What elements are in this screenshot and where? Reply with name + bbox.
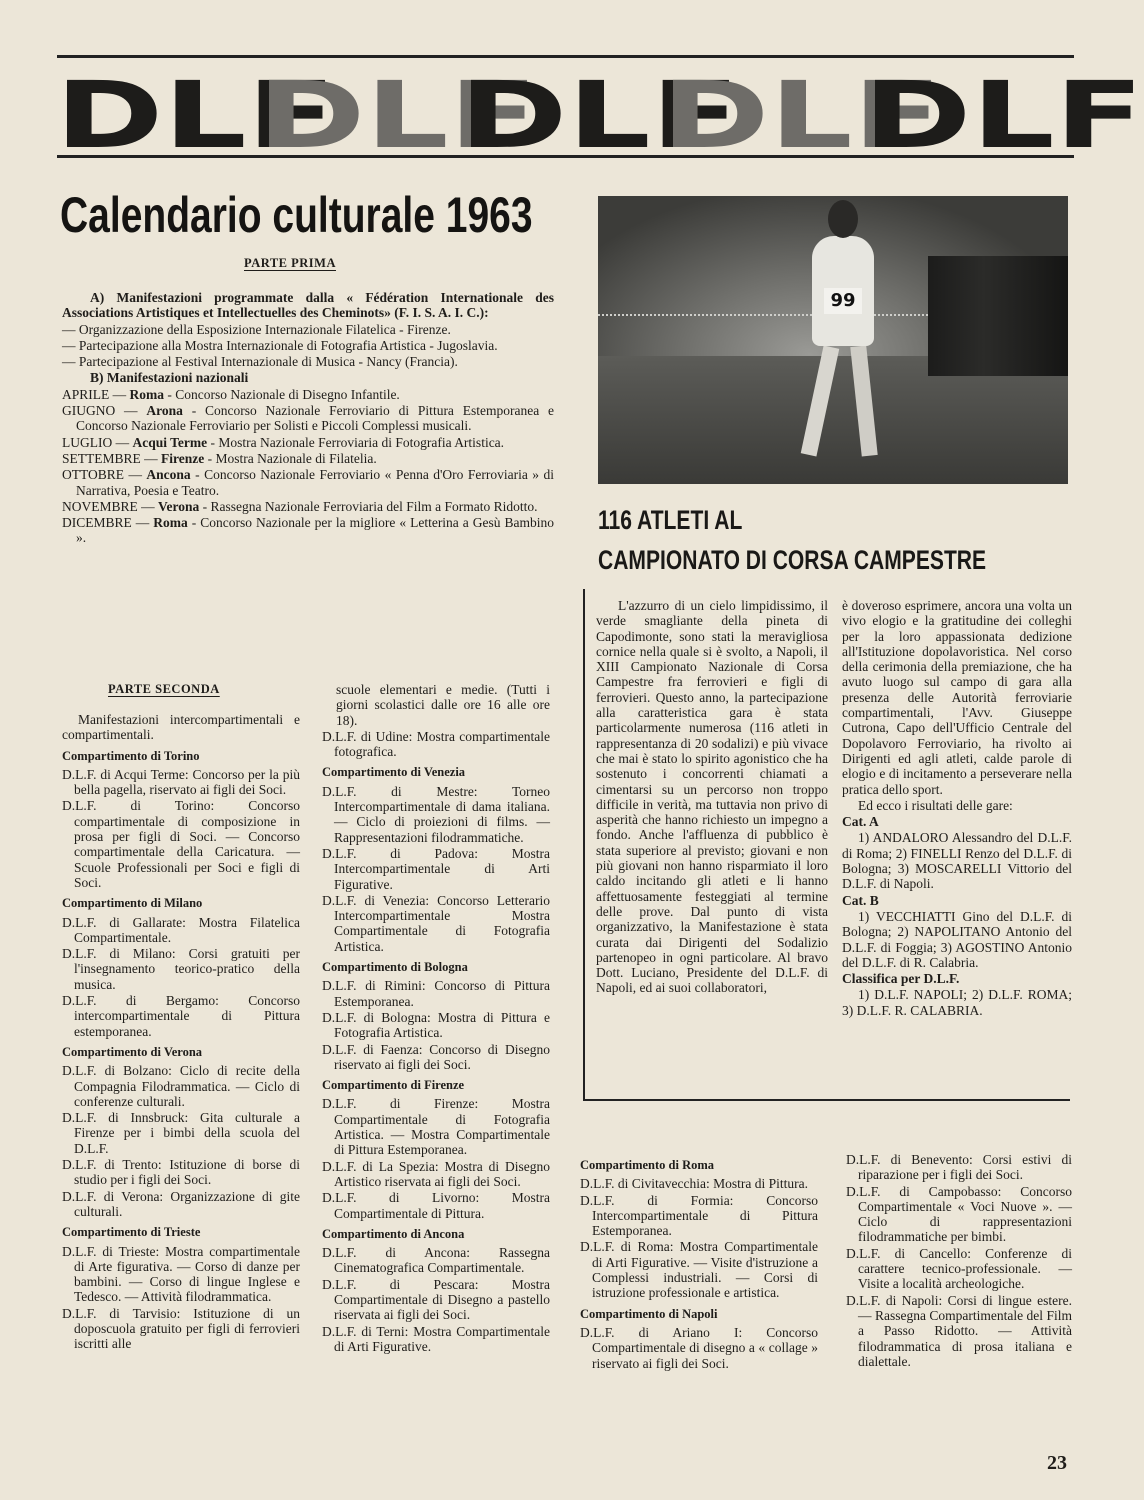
section-item: D.L.F. di Acqui Terme: Concorso per la più bella pagella, riservato ai figli dei Soci. (62, 766, 300, 798)
article-headline-line: CAMPIONATO DI CORSA CAMPESTRE (598, 545, 987, 575)
parte-seconda-col2 (322, 682, 550, 1355)
parte-seconda-col4 (846, 1152, 1072, 1370)
section-heading: Compartimento di Milano (62, 896, 203, 911)
page-number: 23 (1047, 1452, 1067, 1474)
section-item: D.L.F. di Padova: Mostra Intercompartimentale di Arti Figurative. (322, 845, 550, 892)
section-item: D.L.F. di Rimini: Concorso di Pittura Estemporanea. (322, 978, 550, 1009)
section-item: D.L.F. di Torino: Concorso compartimentale di composizione in prosa per figli di Soci. — Concorso compartimentale della Caricatura. — Scuole Professionali per Soci e figli di Soci. (62, 798, 300, 890)
col3-sections (580, 1158, 818, 1371)
masthead-word: DLF (55, 62, 336, 169)
masthead-word: DLF (661, 62, 942, 169)
article-headline-line: 116 ATLETI AL (598, 505, 743, 535)
b-item-month: LUGLIO (62, 434, 113, 450)
section-item: D.L.F. di Bologna: Mostra di Pittura e Fotografia Artistica. (322, 1009, 550, 1041)
section-item: D.L.F. di Pescara: Mostra Compartimentale di Disegno a pastello riservata ai figli dei Soci. (322, 1276, 550, 1323)
parte-prima-b-item (62, 435, 554, 450)
parte-prima-b-item (62, 499, 554, 514)
runner-photo (598, 196, 1068, 484)
parte-prima-b-heading: B) Manifestazioni nazionali (90, 370, 249, 386)
cat-b-label: Cat. B (842, 892, 879, 908)
parte-prima-a-item: — Organizzazione della Esposizione Internazionale Filatelica - Firenze. (62, 321, 451, 337)
b-item-separator: — (112, 434, 133, 450)
masthead-word: DLF (863, 62, 1144, 169)
section-item: D.L.F. di Benevento: Corsi estivi di riparazione per i figli dei Soci. (846, 1152, 1072, 1183)
col2-sections (322, 765, 550, 1354)
b-item-separator: — (140, 450, 162, 466)
section-item: D.L.F. di Roma: Mostra Compartimentale di Arti Figurative. — Visite d'istruzione a Complessi industriali. — Corsi di istruzione professionale e artistica. (580, 1239, 818, 1301)
masthead-word: DLF (459, 62, 740, 169)
parte-prima-b-list (62, 387, 554, 546)
cat-b-results: 1) VECCHIATTI Gino del D.L.F. di Bologna; 2) NAPOLITANO Antonio del D.L.F. di Foggia; 3) AGOSTINO Antonio del D.L.F. di R. Calabria. (842, 908, 1072, 970)
b-item-city: Roma (153, 515, 188, 531)
col4-items (846, 1152, 1072, 1369)
masthead (55, 62, 1144, 170)
section-item: D.L.F. di Innsbruck: Gita culturale a Firenze per i bimbi della scuola del D.L.F. (62, 1110, 300, 1156)
section-item: D.L.F. di Mestre: Torneo Intercompartimentale di dama italiana. — Ciclo di proiezioni di films. — Rappresentazioni filodrammatiche. (322, 783, 550, 845)
b-item-text: - Concorso Nazionale di Disegno Infantile. (164, 386, 400, 402)
b-item-text: - Mostra Nazionale Ferroviaria di Fotografia Artistica. (207, 434, 505, 450)
section-item: D.L.F. di Gallarate: Mostra Filatelica Compartimentale. (62, 914, 300, 945)
photo-bib-number: 99 (824, 288, 862, 314)
section-heading: Compartimento di Roma (580, 1158, 715, 1172)
b-item-month: GIUGNO (62, 403, 116, 419)
top-rule (57, 55, 1074, 58)
photo-crowd (928, 256, 1068, 376)
parte-prima-b-item (62, 467, 554, 498)
section-heading: Compartimento di Torino (62, 748, 200, 763)
section-heading: Compartimento di Bologna (322, 960, 468, 975)
section-heading: Compartimento di Venezia (322, 765, 466, 780)
b-item-separator: — (131, 515, 154, 531)
article-col-b-text: è doveroso esprimere, ancora una volta un vivo elogio e la gratitudine dei colleghi per la loro appassionata dedizione all'Istituzione dopolavoristica. Nel corso della cerimonia della premiazione, che ha avuto luogo sul campo di gara alla presenza delle Autorità ferroviarie compartimentali, l'Avv. Giuseppe Cutrona, Capo dell'Ufficio Centrale del Dopolavoro Ferroviario, ha rivolto ai Dirigenti ed agli atleti, calde parole di elogio e di incitamento a perseverare nella pratica dello sport. (842, 598, 1072, 797)
section-item: D.L.F. di Verona: Organizzazione di gite culturali. (62, 1188, 300, 1219)
b-item-separator: — (115, 403, 147, 419)
section-heading: Compartimento di Firenze (322, 1078, 465, 1093)
section-item: D.L.F. di Cancello: Conferenze di carattere tecnico-professionale. — Visite a località archeologiche. (846, 1245, 1072, 1292)
parte-prima-a-heading: A) Manifestazioni programmate dalla « Fédération Internationale des Associations Artistiques et Intellectuelles des Cheminots» (F. I. S. A. I. C.): (62, 290, 554, 321)
classifica-results: 1) D.L.F. NAPOLI; 2) D.L.F. ROMA; 3) D.L.F. R. CALABRIA. (842, 987, 1072, 1018)
section-item: D.L.F. di Faenza: Concorso di Disegno riservato ai figli dei Soci. (322, 1041, 550, 1072)
b-item-city: Acqui Terme (132, 434, 208, 450)
b-item-separator: — (109, 386, 130, 402)
section-heading: Compartimento di Napoli (580, 1306, 718, 1321)
section-item: D.L.F. di Livorno: Mostra Compartimentale di Pittura. (322, 1190, 550, 1221)
parte-prima-b-item (62, 451, 554, 466)
parte-seconda-col1 (62, 712, 300, 1353)
section-item: D.L.F. di Civitavecchia: Mostra di Pittura. (580, 1176, 809, 1192)
section-heading: Compartimento di Verona (62, 1044, 203, 1059)
masthead-word: DLF (257, 62, 538, 169)
parte-prima-b-item (62, 403, 554, 434)
parte-seconda-col3 (580, 1152, 818, 1372)
section-item: D.L.F. di Ancona: Rassegna Cinematografica Compartimentale. (322, 1245, 550, 1276)
b-item-text: - Concorso Nazionale Ferroviario « Penna d'Oro Ferroviaria » di Narrativa, Poesia e Teatro. (76, 467, 554, 498)
b-item-month: DICEMBRE (62, 515, 132, 531)
b-item-separator: — (137, 498, 159, 514)
parte-prima-body (62, 290, 554, 547)
col2-lead: scuole elementari e medie. (Tutti i giorni scolastici dalle ore 16 alle ore 18). (336, 682, 550, 728)
section-item: D.L.F. di Tarvisio: Istituzione di un doposcuola gratuito per figli di ferrovieri iscritti alle (62, 1305, 300, 1352)
section-item: D.L.F. di Terni: Mostra Compartimentale di Arti Figurative. (322, 1323, 550, 1354)
b-item-month: SETTEMBRE (62, 450, 141, 466)
b-item-text: - Concorso Nazionale per la migliore « Letterina a Gesù Bambino ». (76, 515, 555, 546)
photo-runner-head (828, 200, 858, 238)
section-item: D.L.F. di Firenze: Mostra Compartimentale di Fotografia Artistica. — Mostra Compartimentale di Pittura Estemporanea. (322, 1096, 550, 1158)
section-item: D.L.F. di Napoli: Corsi di lingue estere. — Rassegna Compartimentale del Film a Passo Ridotto. — Attività filodrammatica di prosa italiana e dialettale. (846, 1292, 1072, 1369)
b-item-city: Ancona (146, 467, 191, 483)
cat-a-label: Cat. A (842, 814, 879, 830)
parte-prima-a-item: — Partecipazione alla Mostra Internazionale di Fotografia Artistica - Jugoslavia. (62, 337, 498, 353)
article-headline (598, 500, 987, 580)
b-item-separator: — (124, 467, 147, 483)
section-item: D.L.F. di La Spezia: Mostra di Disegno Artistico riservata ai figli dei Soci. (322, 1158, 550, 1189)
parte-prima-b-item (62, 515, 554, 546)
article-col-a: L'azzurro di un cielo limpidissimo, il verde smagliante della pineta di Capodimonte, sono stati la meravigliosa cornice nella quale si è svolto, a Napoli, il XIII Campionato Nazionale di Corsa Campestre fra ferrovieri e figli di ferrovieri. Questo anno, la partecipazione alla caratteristica gara è stata particolarmente numerosa (116 atleti in rappresentanza di 20 sodalizi) e più vivace che mai è stato lo spirito agonistico che ha sostenuto i concorrenti chiamati a cimentarsi su un percorso non troppo difficile in verità, ma tuttavia non privo di asperità che hanno richiesto un impegno a fondo. Anche l'affluenza di pubblico è stata superiore al previsto; giovani e non più giovani non hanno risparmiato il loro caldo incitando gli atleti e li hanno affettuosamente festeggiati al termine delle prove. Dal punto di vista organizzativo, la Manifestazione è stata curata dai Dirigenti del Sodalizio partenopeo in ogni particolare. Al bravo Dott. Luciano, Presidente del D.L.F. di Napoli, ed ai suoi collaboratori, (596, 598, 828, 996)
b-item-month: OTTOBRE (62, 467, 125, 483)
section-item: D.L.F. di Bolzano: Ciclo di recite della Compagnia Filodrammatica. — Ciclo di conferenze culturali. (62, 1063, 300, 1109)
section-item: D.L.F. di Trieste: Mostra compartimentale di Arte figurativa. — Corso di danze per bambini. — Corso di lingue Inglese e Tedesco. — Attività filodrammatica. (62, 1243, 300, 1305)
classifica-label: Classifica per D.L.F. (842, 971, 960, 987)
section-item: D.L.F. di Ariano I: Concorso Compartimentale di disegno a « collage » riservato ai figli dei Soci. (580, 1324, 818, 1371)
section-item: D.L.F. di Venezia: Concorso Letterario Intercompartimentale Mostra Compartimentale di Fotografia Artistica. (322, 892, 550, 954)
page-title: Calendario culturale 1963 (60, 187, 533, 243)
article-col-b (842, 598, 1072, 1019)
section-item: D.L.F. di Formia: Concorso Intercompartimentale di Pittura Estemporanea. (580, 1192, 818, 1239)
section-item: D.L.F. di Bergamo: Concorso intercompartimentale di Pittura estemporanea. (62, 993, 300, 1039)
parte-prima-heading: PARTE PRIMA (244, 256, 336, 270)
parte-seconda-heading: PARTE SECONDA (108, 682, 220, 696)
b-item-text: - Mostra Nazionale di Filatelia. (204, 450, 377, 466)
section-item: D.L.F. di Milano: Corsi gratuiti per l'insegnamento teorico-pratico della musica. (62, 946, 300, 992)
b-item-month: NOVEMBRE (62, 498, 138, 514)
parte-prima-a-item: — Partecipazione al Festival Internazionale di Musica - Nancy (Francia). (62, 354, 458, 370)
b-item-text: - Rassegna Nazionale Ferroviaria del Film a Formato Ridotto. (199, 498, 538, 514)
b-item-city: Firenze (161, 450, 205, 466)
b-item-city: Verona (158, 498, 200, 514)
col2-lead-item: D.L.F. di Udine: Mostra compartimentale fotografica. (322, 728, 550, 760)
section-item: D.L.F. di Campobasso: Concorso Compartimentale « Voci Nuove ». — Ciclo di rappresentazioni filodrammatiche per bimbi. (846, 1183, 1072, 1245)
b-item-city: Arona (146, 403, 183, 419)
section-heading: Compartimento di Trieste (62, 1225, 201, 1240)
b-item-text: - Concorso Nazionale Ferroviario di Pittura Estemporanea e Concorso Nazionale Ferroviario per Solisti e Piccoli Complessi musicali. (76, 403, 554, 434)
section-heading: Compartimento di Ancona (322, 1226, 465, 1241)
col1-sections (62, 749, 300, 1352)
cat-a-results: 1) ANDALORO Alessandro del D.L.F. di Roma; 2) FINELLI Renzo del D.L.F. di Bologna; 3) MOSCARELLI Vittorio del D.L.F. di Napoli. (842, 830, 1072, 892)
section-item: D.L.F. di Trento: Istituzione di borse di studio per i figli dei Soci. (62, 1157, 300, 1188)
results-intro: Ed ecco i risultati delle gare: (858, 797, 1013, 813)
b-item-city: Roma (129, 386, 164, 402)
b-item-month: APRILE (62, 386, 110, 402)
parte-prima-b-item (62, 387, 554, 402)
parte-seconda-intro: Manifestazioni intercompartimentali e compartimentali. (62, 712, 300, 743)
